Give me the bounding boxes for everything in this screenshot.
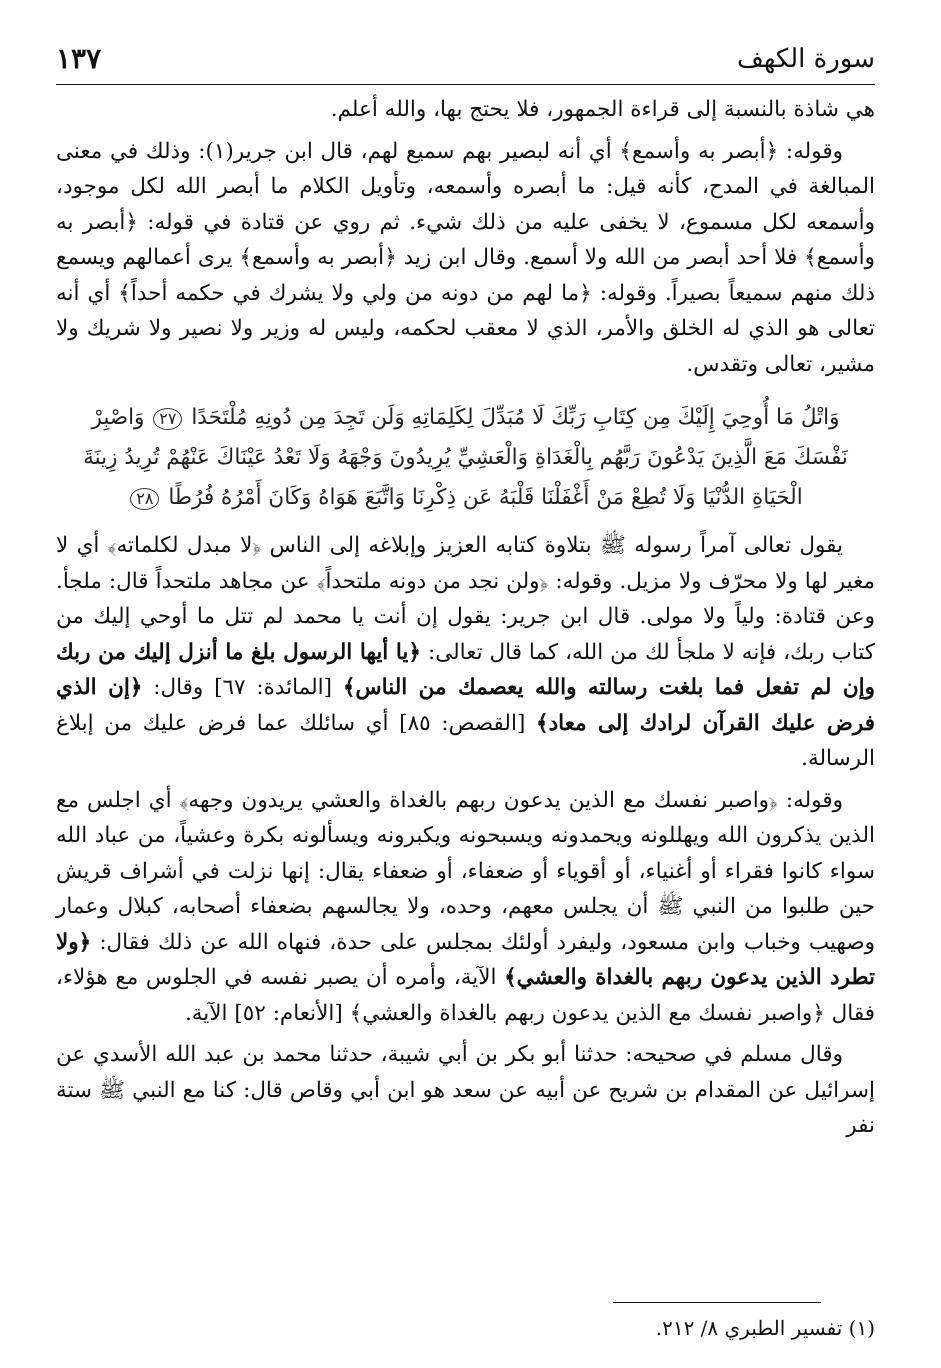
ayah-27: وَاتْلُ مَا أُوحِيَ إِلَيْكَ مِن كِتَابِ رَبِّكَ لَا مُبَدِّلَ لِكَلِمَاتِهِ وَلَن تَجِدَ مِن دُونِهِ مُلْتَحَدًا xyxy=(191,405,840,430)
paragraph-4 xyxy=(56,783,875,1032)
page-body xyxy=(56,92,875,1150)
quote-maidah: ﴿يا أيها الرسول بلغ ما أنزل إليك من ربك وإن لم تفعل فما بلغت رسالته والله يعصمك من الناس﴾ xyxy=(56,639,875,700)
ayah-28: وَاصْبِرْ نَفْسَكَ مَعَ الَّذِينَ يَدْعُونَ رَبَّهُم بِالْغَدَاةِ وَالْعَشِيِّ يُرِيدُونَ وَجْهَهُ وَلَا تَعْدُ عَيْنَاكَ عَنْهُمْ تُرِيدُ زِينَةَ الْحَيَاةِ الدُّنْيَا وَلَا تُطِعْ مَنْ أَغْفَلْنَا قَلْبَهُ عَن ذِكْرِنَا وَاتَّبَعَ هَوَاهُ وَكَانَ أَمْرُهُ فُرُطًا xyxy=(83,405,848,510)
footnote-separator xyxy=(613,1302,821,1303)
paragraph-4-text: وقوله: ﴿واصبر نفسك مع الذين يدعون ربهم بالغداة والعشي يريدون وجهه﴾ أي اجلس مع الذين يذكرون الله ويهللونه ويحمدونه ويسبحونه ويكبرونه ويسألونه بكرة وعشياً، من عباد الله سواء كانوا فقراء أو أغنياء، أو أقوياء أو ضعفاء، أو ضعفاء يقال: إنها نزلت في أشراف قريش حين طلبوا من النبي ﷺ أن يجلس معهم، وحده، ولا يجالسهم بضعفاء أصحابه، كبلال وعمار وصهيب وخباب وابن مسعود، وليفرد أولئك بمجلس على حدة، فنهاه الله عن ذلك فقال: xyxy=(56,787,875,955)
quote-qasas: ﴿إن الذي فرض عليك القرآن لرادك إلى معاد﴾ xyxy=(56,675,875,736)
page-number: ١٣٧ xyxy=(56,42,102,75)
paragraph-3-ref: [المائدة: ٦٧] وقال: xyxy=(153,675,333,700)
footnote: (١) تفسير الطبري ٨/ ٢١٢. xyxy=(655,1316,875,1340)
paragraph-4-end: الآية، وأمره أن يصبر نفسه في الجلوس مع هؤلاء، فقال ﴿واصبر نفسك مع الذين يدعون ربهم بالغداة والعشي﴾ [الأنعام: ٥٢] الآية. xyxy=(56,965,875,1026)
ayah-number-28: ٢٨ xyxy=(130,488,159,510)
paragraph-1: هي شاذة بالنسبة إلى قراءة الجمهور، فلا يحتج بها، والله أعلم. xyxy=(330,97,875,122)
ayah-number-27: ٢٧ xyxy=(153,408,182,430)
paragraph-2: وقوله: ﴿أبصر به وأسمع﴾ أي أنه لبصير بهم سميع لهم، قال ابن جرير(١): وذلك في معنى المبالغة في المدح، كأنه قيل: ما أبصره وأسمعه، وتأويل الكلام ما أبصر الله لكل موجود، وأسمعه لكل مسموع، لا يخفى عليه من ذلك شيء. ثم روي عن قتادة في قوله: ﴿أبصر به وأسمع﴾ فلا أحد أبصر من الله ولا أسمع. وقال ابن زيد ﴿أبصر به وأسمع﴾ يرى أعمالهم ويسمع ذلك منهم سميعاً بصيراً. وقوله: ﴿ما لهم من دونه من ولي ولا يشرك في حكمه أحداً﴾ أي أنه تعالى هو الذي له الخلق والأمر، الذي لا معقب لحكمه، وليس له وزير ولا نصير ولا شريك ولا مشير، تعالى وتقدس. xyxy=(56,138,875,377)
paragraph-3-text: يقول تعالى آمراً رسوله ﷺ بتلاوة كتابه العزيز وإبلاغه إلى الناس ﴿لا مبدل لكلماته﴾ أي لا مغير لها ولا محرّف ولا مزيل. وقوله: ﴿ولن نجد من دونه ملتحداً﴾ عن مجاهد ملتحداً قال: ملجأ. وعن قتادة: ولياً ولا مولى. قال ابن جرير: يقول إن أنت يا محمد لم تتل ما أوحي إليك من كتاب ربك، فإنه لا ملجأ لك من الله، كما قال تعالى: xyxy=(56,533,875,665)
page-header xyxy=(56,38,875,85)
quote-anam: ﴿ولا تطرد الذين يدعون ربهم بالغداة والعشي﴾ xyxy=(56,929,875,990)
paragraph-5: وقال مسلم في صحيحه: حدثنا أبو بكر بن أبي شيبة، حدثنا محمد بن عبد الله الأسدي عن إسرائيل عن المقدام بن شريح عن أبيه عن سعد هو ابن أبي وقاص قال: كنا مع النبي ﷺ ستة نفر xyxy=(56,1042,875,1138)
quran-verses xyxy=(70,398,861,518)
paragraph-3 xyxy=(56,528,875,777)
surah-title: سورة الكهف xyxy=(736,44,875,74)
paragraph-3-end: [القصص: ٨٥] أي سائلك عما فرض عليك من إبلاغ الرسالة. xyxy=(56,710,875,771)
